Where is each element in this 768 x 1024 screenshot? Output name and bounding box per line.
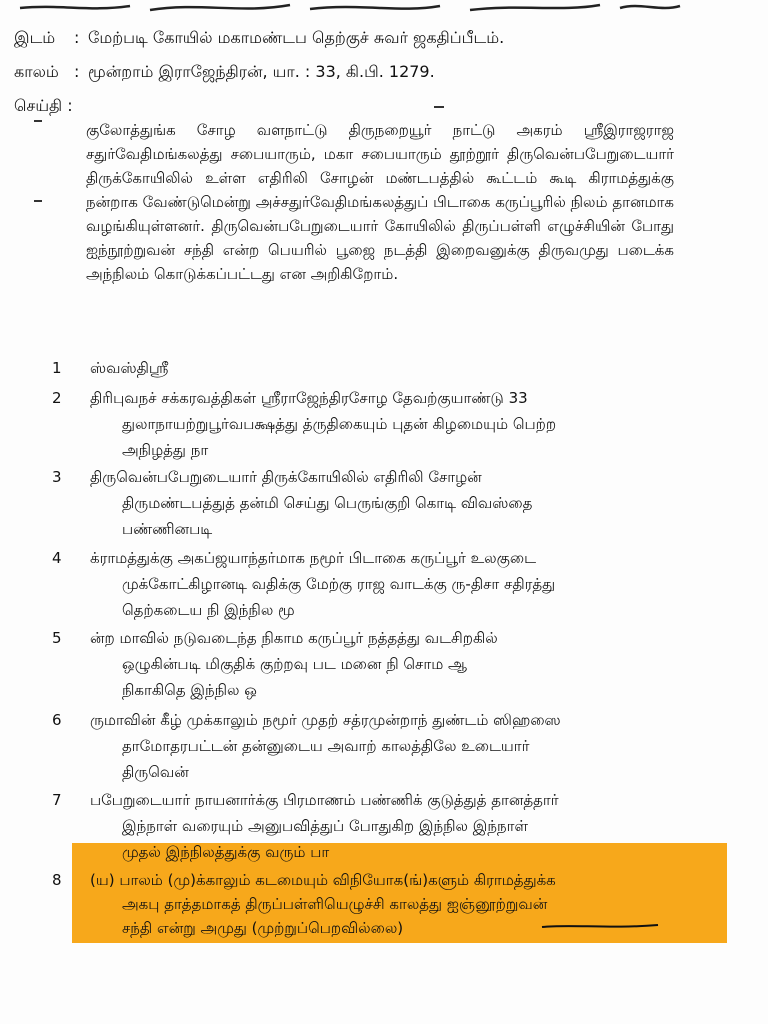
line-text: பண்ணினபடி bbox=[122, 520, 213, 538]
place-row: இடம் : மேற்படி கோயில் மகாமண்டப தெற்குச் சுவர் ஜகதிப்பீடம். bbox=[14, 28, 505, 47]
top-handwriting-scrawl bbox=[0, 0, 768, 22]
line-text: திருவென் bbox=[122, 763, 189, 781]
line-number: 1 bbox=[52, 359, 62, 377]
line-text: தாமோதரபட்டன் தன்னுடைய அவாற் காலத்திலே உடையார் bbox=[122, 737, 530, 755]
line-text: தெற்கடைய நி இந்நில மூ bbox=[122, 601, 295, 619]
line-text: திருமண்டபத்துத் தன்மி செய்து பெருங்குறி கொடி விவஸ்தை bbox=[122, 494, 533, 512]
line-text: ன்ற மாவில் நடுவடைந்த நிகாம கருப்பூர் நத்தத்து வடசிறகில் bbox=[90, 629, 498, 647]
line-text: இந்நாள் வரையும் அனுபவித்துப் போதுகிற இந்நில இந்நாள் bbox=[122, 817, 528, 835]
news-label: செய்தி : bbox=[14, 96, 73, 115]
line-text: சந்தி என்று அமுது (முற்றுப்பெறவில்லை) bbox=[122, 919, 404, 937]
line-text: முக்கோட்கிழானடி வதிக்கு மேற்கு ராஜ வாடக்கு ரு-திசா சதிரத்து bbox=[122, 575, 556, 593]
line-number: 7 bbox=[52, 791, 62, 809]
scan-mark bbox=[34, 200, 42, 202]
handwritten-underline bbox=[540, 922, 660, 930]
line-text: (ய) பாலம் (மு)க்காலும் கடமையும் விநியோக(ங்)களும் கிராமத்துக்க bbox=[90, 871, 556, 889]
line-text: துலாநாயற்றுபூர்வபக்ஷத்து த்ருதிகையும் புதன் கிழமையும் பெற்ற bbox=[122, 415, 557, 433]
place-label: இடம் bbox=[14, 28, 56, 47]
line-text: ஸ்வஸ்திஸ்ரீ bbox=[90, 359, 169, 377]
summary-paragraph: குலோத்துங்க சோழ வளநாட்டு திருநறையூர் நாட்டு அகரம் ஸ்ரீஇராஜராஜ சதுர்வேதிமங்கலத்து சபையாரும், மகா சபையாரும் தூற்றூர் திருவென்பபேறுடையார் திருக்கோயிலில் உள்ள எதிரிலி சோழன் மண்டபத்தில் கூட்டம் கூடி கிராமத்துக்கு நன்றாக வேண்டுமென்று அச்சதுர்வேதிமங்கலத்துப் பிடாகை கருப்பூரில் நிலம் தானமாக வழங்கியுள்ளனர். திருவென்பபேறுடையார் கோயிலில் திருப்பள்ளி எழுச்சியின் போது ஐந்நூற்றுவன் சந்தி என்ற பெயரில் பூஜை நடத்தி இறைவனுக்கு திருவமுது படைக்க அந்நிலம் கொடுக்கப்பட்டது என அறிகிறோம். bbox=[86, 121, 674, 283]
line-number: 8 bbox=[52, 871, 62, 889]
line-number: 5 bbox=[52, 629, 62, 647]
period-value: மூன்றாம் இராஜேந்திரன், யா. : 33, கி.பி. 1279. bbox=[88, 62, 435, 81]
line-text: நிகாகிதெ இந்நில ஒ bbox=[122, 681, 257, 699]
line-text: முதல் இந்நிலத்துக்கு வரும் பா bbox=[122, 843, 330, 861]
line-text: திரிபுவநச் சக்கரவத்திகள் ஸ்ரீராஜேந்திரசோழ தேவற்குயாண்டு 33 bbox=[90, 389, 528, 407]
line-text: திருவென்பபேறுடையார் திருக்கோயிலில் எதிரிலி சோழன் bbox=[90, 468, 482, 486]
line-number: 3 bbox=[52, 468, 62, 486]
line-text: அநிழத்து நா bbox=[122, 441, 209, 459]
place-value: மேற்படி கோயில் மகாமண்டப தெற்குச் சுவர் ஜகதிப்பீடம். bbox=[88, 28, 505, 47]
period-row: காலம் : மூன்றாம் இராஜேந்திரன், யா. : 33, கி.பி. 1279. bbox=[14, 62, 435, 81]
line-text: பபேறுடையார் நாயனார்க்கு பிரமாணம் பண்ணிக் குடுத்துத் தானத்தார் bbox=[90, 791, 559, 809]
line-number: 4 bbox=[52, 549, 62, 567]
line-text: அகபு தாத்தமாகத் திருப்பள்ளியெழுச்சி காலத்து ஐஞ்னூற்றுவன் bbox=[122, 895, 548, 913]
line-number: 6 bbox=[52, 711, 62, 729]
scan-mark bbox=[434, 106, 444, 108]
line-text: ஒழுகின்படி மிகுதிக் குற்றவு பட மனை நி சொம ஆ bbox=[122, 655, 468, 673]
line-number: 2 bbox=[52, 389, 62, 407]
line-text: க்ராமத்துக்கு அகப்ஜயாந்தர்மாக நமூர் பிடாகை கருப்பூர் உலகுடை bbox=[90, 549, 537, 567]
period-label: காலம் bbox=[14, 62, 59, 81]
scan-mark bbox=[34, 120, 42, 122]
news-row bbox=[14, 96, 73, 116]
line-text: ருமாவின் கீழ் முக்காலும் நமூர் முதற் சத்ரமுன்றாந் துண்டம் ஸிஹஸை bbox=[90, 711, 561, 729]
